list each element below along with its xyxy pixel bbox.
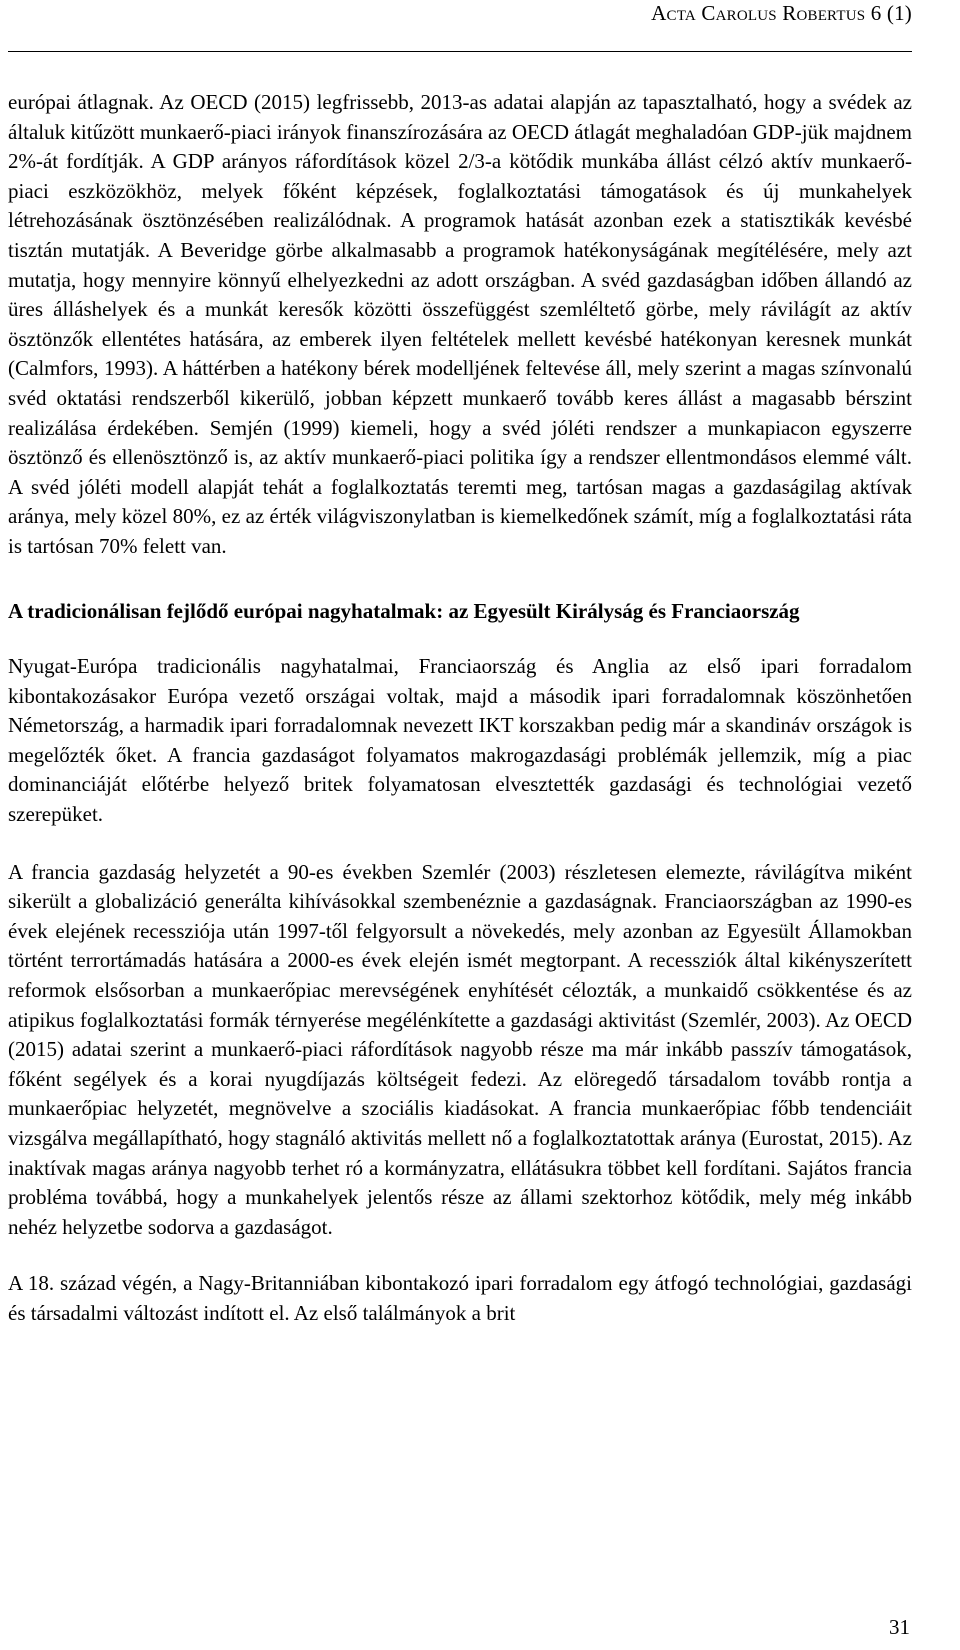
paragraph-traditional-powers: Nyugat-Európa tradicionális nagyhatalmai, Franciaország és Anglia az első ipari forradalom kibontakozásakor Európa vezető országai voltak, majd a második ipari forradalomnak köszönhetően Németország, a harmadik ipari forradalomnak nevezett IKT korszakban pedig már a skandináv országok is megelőzték őket. A francia gazdaságot folyamatos makrogazdasági problémák jellemzik, míg a piac dominanciáját előtérbe helyező britek folyamatosan elvesztették gazdasági és technológiai vezető szerepüket.	[8, 654, 912, 827]
header-divider	[8, 51, 912, 52]
paragraph-sweden-labour-market: európai átlagnak. Az OECD (2015) legfrissebb, 2013-as adatai alapján az tapasztalható, hogy a svédek az általuk kitűzött munkaerő-piaci irányok finanszírozására az OECD átlagát meghaladóan GDP-jük majdnem 2%-át fordítják. A GDP arányos ráfordítások közel 2/3-a kötődik munkába állást célzó aktív munkaerő-piaci eszközökhöz, melyek főként képzések, foglalkoztatási támogatások és új munkahelyek létrehozásának ösztönzésében realizálódnak. A programok hatását azonban ezek a statisztikák kevésbé tisztán mutatják. A Beveridge görbe alkalmasabb a programok hatékonyságának megítélésére, mely azt mutatja, hogy mennyire könnyű elhelyezkedni az adott országban. A svéd gazdaságban időben állandó az üres álláshelyek és a munkát keresők közötti összefüggést szemléltető görbe, mely rávilágít az aktív ösztönzők ellentétes hatására, az emberek ilyen feltételek mellett kevésbé hatékonyan keresnek munkát (Calmfors, 1993). A háttérben a hatékony bérek modelljének feltevése áll, mely szerint a magas színvonalú svéd oktatási rendszerből kikerülő, jobban képzett munkaerő tovább keres állást a magasabb bérszint realizálása érdekében. Semjén (1999) kiemeli, hogy a svéd jóléti rendszer a munkapiacon egyszerre ösztönző és ellenösztönző is, az aktív munkaerő-piaci politika így a rendszer ellentmondásos elemmé vált. A svéd jóléti modell alapját tehát a foglalkoztatás teremti meg, tartósan magas a gazdaságilag aktívak aránya, mely közel 80%, ez az érték világviszonylatban is kiemelkedőnek számít, míg a foglalkoztatási ráta is tartósan 70% felett van.	[8, 90, 912, 558]
running-header: Acta Carolus Robertus 6 (1)	[651, 1, 912, 25]
page-number: 31	[889, 1615, 910, 1639]
section-heading: A tradicionálisan fejlődő európai nagyhatalmak: az Egyesült Királyság és Franciaország	[8, 598, 800, 623]
document-body	[8, 88, 912, 1329]
paragraph-industrial-revolution: A 18. század végén, a Nagy-Britanniában kibontakozó ipari forradalom egy átfogó technológiai, gazdasági és társadalmi változást indított el. Az első találmányok a brit	[8, 1271, 912, 1325]
paragraph-france-economy: A francia gazdaság helyzetét a 90-es években Szemlér (2003) részletesen elemezte, rávilágítva miként sikerült a globalizáció generálta kihívásokkal szembenézniе a gazdaságnak. Franciaországban az 1990-es évek elejének recessziója után 1997-től felgyorsult a növekedés, mely azonban az Egyesült Államokban történt terrortámadás hatására a 2000-es évek elején ismét megtorpant. A recessziók által kikényszerített reformok elsősorban a munkaerőpiac merevségének enyhítését célozták, a munkaidő csökkentése és az atipikus foglalkoztatási formák térnyerése megélénkítette a gazdasági aktivitást (Szemlér, 2003). Az OECD (2015) adatai szerint a munkaerő-piaci ráfordítások nagyobb része ma már inkább passzív támogatások, főként segélyek és a korai nyugdíjazás költségeit fedezi. Az elöregedő társadalom tovább rontja a munkaerőpiac helyzetét, megnövelve a szociális kiadásokat. A francia munkaerőpiac főbb tendenciáit vizsgálva megállapítható, hogy stagnáló aktivitás mellett nő a foglalkoztatottak aránya (Eurostat, 2015). Az inaktívak magas aránya nagyobb terhet ró a kormányzatra, ellátásukra többet kell fordítani. Sajátos francia probléma továbbá, hogy a munkahelyek jelentős része az állami szektorhoz kötődik, mely még inkább nehéz helyzetbe sodorva a gazdaságot.	[8, 859, 912, 1239]
